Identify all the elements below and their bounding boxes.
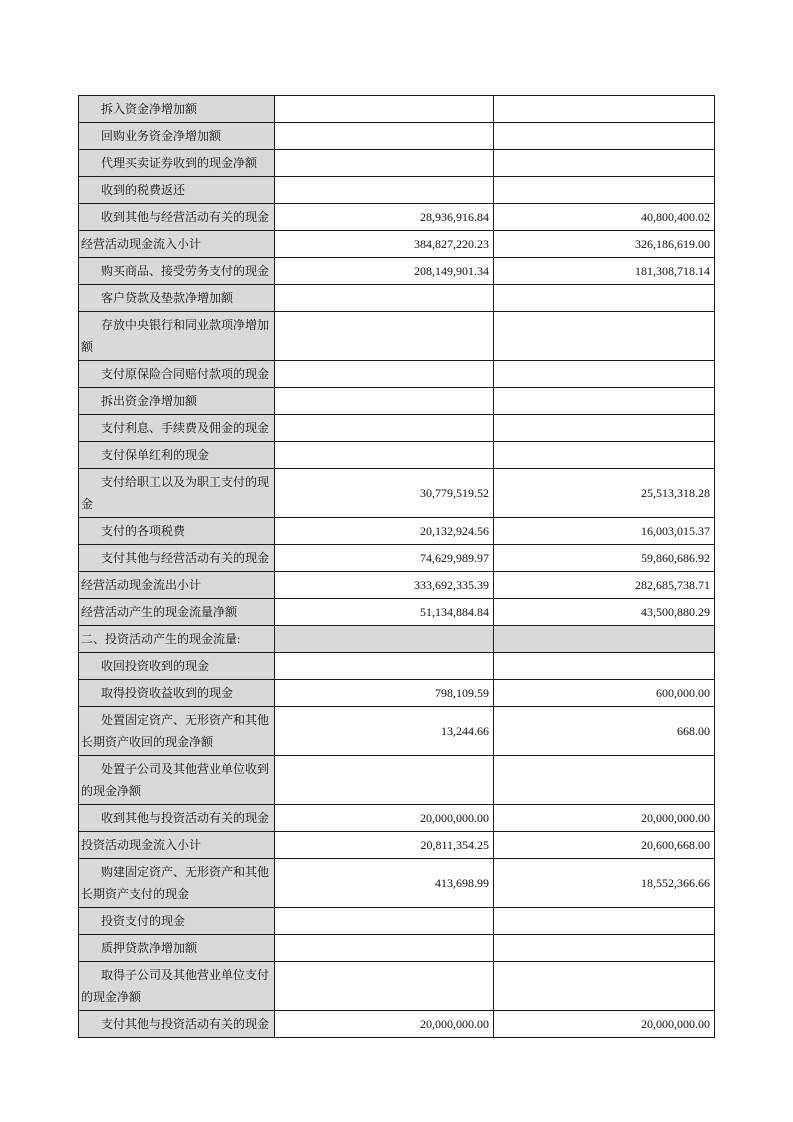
current-period-value: 20,811,354.25 — [275, 832, 494, 859]
prior-period-value — [494, 312, 715, 361]
item-label: 质押贷款净增加额 — [101, 941, 198, 955]
prior-period-value: 59,860,686.92 — [494, 545, 715, 572]
item-label-cell — [79, 908, 275, 935]
table-row — [79, 908, 715, 935]
prior-period-value — [494, 442, 715, 469]
prior-period-value — [494, 653, 715, 680]
table-row — [79, 285, 715, 312]
item-label-cell — [79, 626, 275, 653]
item-label: 支付其他与经营活动有关的现金 — [101, 551, 270, 565]
item-label: 收到其他与投资活动有关的现金 — [101, 811, 270, 825]
item-label-cell — [79, 415, 275, 442]
prior-period-value — [494, 626, 715, 653]
cash-flow-table-body — [79, 96, 715, 1038]
item-label-cell — [79, 442, 275, 469]
item-label-cell — [79, 469, 275, 518]
prior-period-value — [494, 962, 715, 1011]
prior-period-value: 40,800,400.02 — [494, 204, 715, 231]
current-period-value — [275, 653, 494, 680]
table-row — [79, 962, 715, 1011]
item-label: 取得投资收益收到的现金 — [101, 686, 234, 700]
item-label: 购建固定资产、无形资产和其他长期资产支付的现金 — [81, 865, 270, 901]
current-period-value — [275, 285, 494, 312]
prior-period-value — [494, 123, 715, 150]
current-period-value: 333,692,335.39 — [275, 572, 494, 599]
item-label-cell — [79, 177, 275, 204]
prior-period-value: 43,500,880.29 — [494, 599, 715, 626]
item-label-cell — [79, 680, 275, 707]
current-period-value: 74,629,989.97 — [275, 545, 494, 572]
current-period-value — [275, 935, 494, 962]
prior-period-value: 600,000.00 — [494, 680, 715, 707]
table-row — [79, 469, 715, 518]
current-period-value: 20,000,000.00 — [275, 1011, 494, 1038]
prior-period-value — [494, 935, 715, 962]
item-label-cell — [79, 962, 275, 1011]
item-label-cell — [79, 756, 275, 805]
item-label-cell — [79, 231, 275, 258]
prior-period-value — [494, 756, 715, 805]
prior-period-value: 18,552,366.66 — [494, 859, 715, 908]
table-row — [79, 361, 715, 388]
item-label-cell — [79, 123, 275, 150]
table-row — [79, 177, 715, 204]
prior-period-value — [494, 96, 715, 123]
item-label: 存放中央银行和同业款项净增加额 — [81, 318, 270, 354]
prior-period-value — [494, 177, 715, 204]
item-label-cell — [79, 935, 275, 962]
item-label-cell — [79, 707, 275, 756]
table-row — [79, 518, 715, 545]
table-row — [79, 388, 715, 415]
prior-period-value — [494, 388, 715, 415]
prior-period-value: 25,513,318.28 — [494, 469, 715, 518]
current-period-value — [275, 962, 494, 1011]
item-label-cell — [79, 204, 275, 231]
table-row — [79, 312, 715, 361]
item-label: 经营活动产生的现金流量净额 — [81, 605, 238, 619]
table-row — [79, 545, 715, 572]
item-label: 支付保单红利的现金 — [101, 448, 210, 462]
item-label: 处置固定资产、无形资产和其他长期资产收回的现金净额 — [81, 713, 270, 749]
current-period-value — [275, 908, 494, 935]
prior-period-value — [494, 361, 715, 388]
item-label: 收回投资收到的现金 — [101, 659, 210, 673]
item-label: 客户贷款及垫款净增加额 — [101, 291, 234, 305]
prior-period-value: 282,685,738.71 — [494, 572, 715, 599]
current-period-value: 20,000,000.00 — [275, 805, 494, 832]
item-label-cell — [79, 1011, 275, 1038]
item-label: 经营活动现金流入小计 — [81, 237, 202, 251]
item-label-cell — [79, 518, 275, 545]
prior-period-value — [494, 908, 715, 935]
prior-period-value: 668.00 — [494, 707, 715, 756]
table-row — [79, 231, 715, 258]
current-period-value — [275, 177, 494, 204]
item-label-cell — [79, 805, 275, 832]
item-label-cell — [79, 361, 275, 388]
item-label: 收到的税费返还 — [101, 183, 186, 197]
prior-period-value: 16,003,015.37 — [494, 518, 715, 545]
prior-period-value — [494, 285, 715, 312]
current-period-value: 798,109.59 — [275, 680, 494, 707]
table-row — [79, 1011, 715, 1038]
prior-period-value: 20,000,000.00 — [494, 805, 715, 832]
item-label: 投资活动现金流入小计 — [81, 838, 202, 852]
item-label-cell — [79, 312, 275, 361]
item-label-cell — [79, 258, 275, 285]
current-period-value: 384,827,220.23 — [275, 231, 494, 258]
section-title: 二、投资活动产生的现金流量: — [81, 632, 241, 646]
table-row — [79, 756, 715, 805]
table-row — [79, 680, 715, 707]
section-header-row — [79, 626, 715, 653]
prior-period-value: 326,186,619.00 — [494, 231, 715, 258]
table-row — [79, 258, 715, 285]
table-row — [79, 96, 715, 123]
current-period-value — [275, 388, 494, 415]
item-label: 取得子公司及其他营业单位支付的现金净额 — [81, 968, 270, 1004]
prior-period-value — [494, 415, 715, 442]
item-label-cell — [79, 545, 275, 572]
current-period-value — [275, 756, 494, 805]
prior-period-value: 181,308,718.14 — [494, 258, 715, 285]
table-row — [79, 415, 715, 442]
current-period-value: 28,936,916.84 — [275, 204, 494, 231]
item-label-cell — [79, 859, 275, 908]
table-row — [79, 572, 715, 599]
item-label: 支付原保险合同赔付款项的现金 — [101, 367, 270, 381]
prior-period-value: 20,000,000.00 — [494, 1011, 715, 1038]
item-label: 处置子公司及其他营业单位收到的现金净额 — [81, 762, 270, 798]
current-period-value — [275, 96, 494, 123]
current-period-value: 51,134,884.84 — [275, 599, 494, 626]
item-label: 购买商品、接受劳务支付的现金 — [101, 264, 270, 278]
item-label: 投资支付的现金 — [101, 914, 186, 928]
table-row — [79, 832, 715, 859]
table-row — [79, 859, 715, 908]
item-label-cell — [79, 285, 275, 312]
current-period-value — [275, 626, 494, 653]
item-label-cell — [79, 150, 275, 177]
current-period-value — [275, 123, 494, 150]
table-row — [79, 442, 715, 469]
item-label: 拆出资金净增加额 — [101, 394, 198, 408]
table-row — [79, 805, 715, 832]
item-label-cell — [79, 599, 275, 626]
table-row — [79, 935, 715, 962]
table-row — [79, 707, 715, 756]
item-label: 代理买卖证券收到的现金净额 — [101, 156, 258, 170]
current-period-value — [275, 150, 494, 177]
current-period-value — [275, 361, 494, 388]
table-row — [79, 599, 715, 626]
item-label-cell — [79, 388, 275, 415]
current-period-value — [275, 312, 494, 361]
table-row — [79, 150, 715, 177]
cash-flow-table — [78, 95, 715, 1038]
current-period-value — [275, 415, 494, 442]
item-label: 支付其他与投资活动有关的现金 — [101, 1017, 270, 1031]
item-label: 拆入资金净增加额 — [101, 102, 198, 116]
table-row — [79, 653, 715, 680]
item-label: 回购业务资金净增加额 — [101, 129, 222, 143]
item-label-cell — [79, 832, 275, 859]
item-label-cell — [79, 96, 275, 123]
current-period-value: 208,149,901.34 — [275, 258, 494, 285]
current-period-value: 30,779,519.52 — [275, 469, 494, 518]
table-row — [79, 123, 715, 150]
item-label: 支付利息、手续费及佣金的现金 — [101, 421, 270, 435]
prior-period-value: 20,600,668.00 — [494, 832, 715, 859]
item-label-cell — [79, 653, 275, 680]
item-label-cell — [79, 572, 275, 599]
current-period-value: 413,698.99 — [275, 859, 494, 908]
item-label: 支付给职工以及为职工支付的现金 — [81, 475, 270, 511]
item-label: 收到其他与经营活动有关的现金 — [101, 210, 270, 224]
item-label: 支付的各项税费 — [101, 524, 186, 538]
prior-period-value — [494, 150, 715, 177]
current-period-value: 20,132,924.56 — [275, 518, 494, 545]
current-period-value — [275, 442, 494, 469]
current-period-value: 13,244.66 — [275, 707, 494, 756]
table-row — [79, 204, 715, 231]
item-label: 经营活动现金流出小计 — [81, 578, 202, 592]
